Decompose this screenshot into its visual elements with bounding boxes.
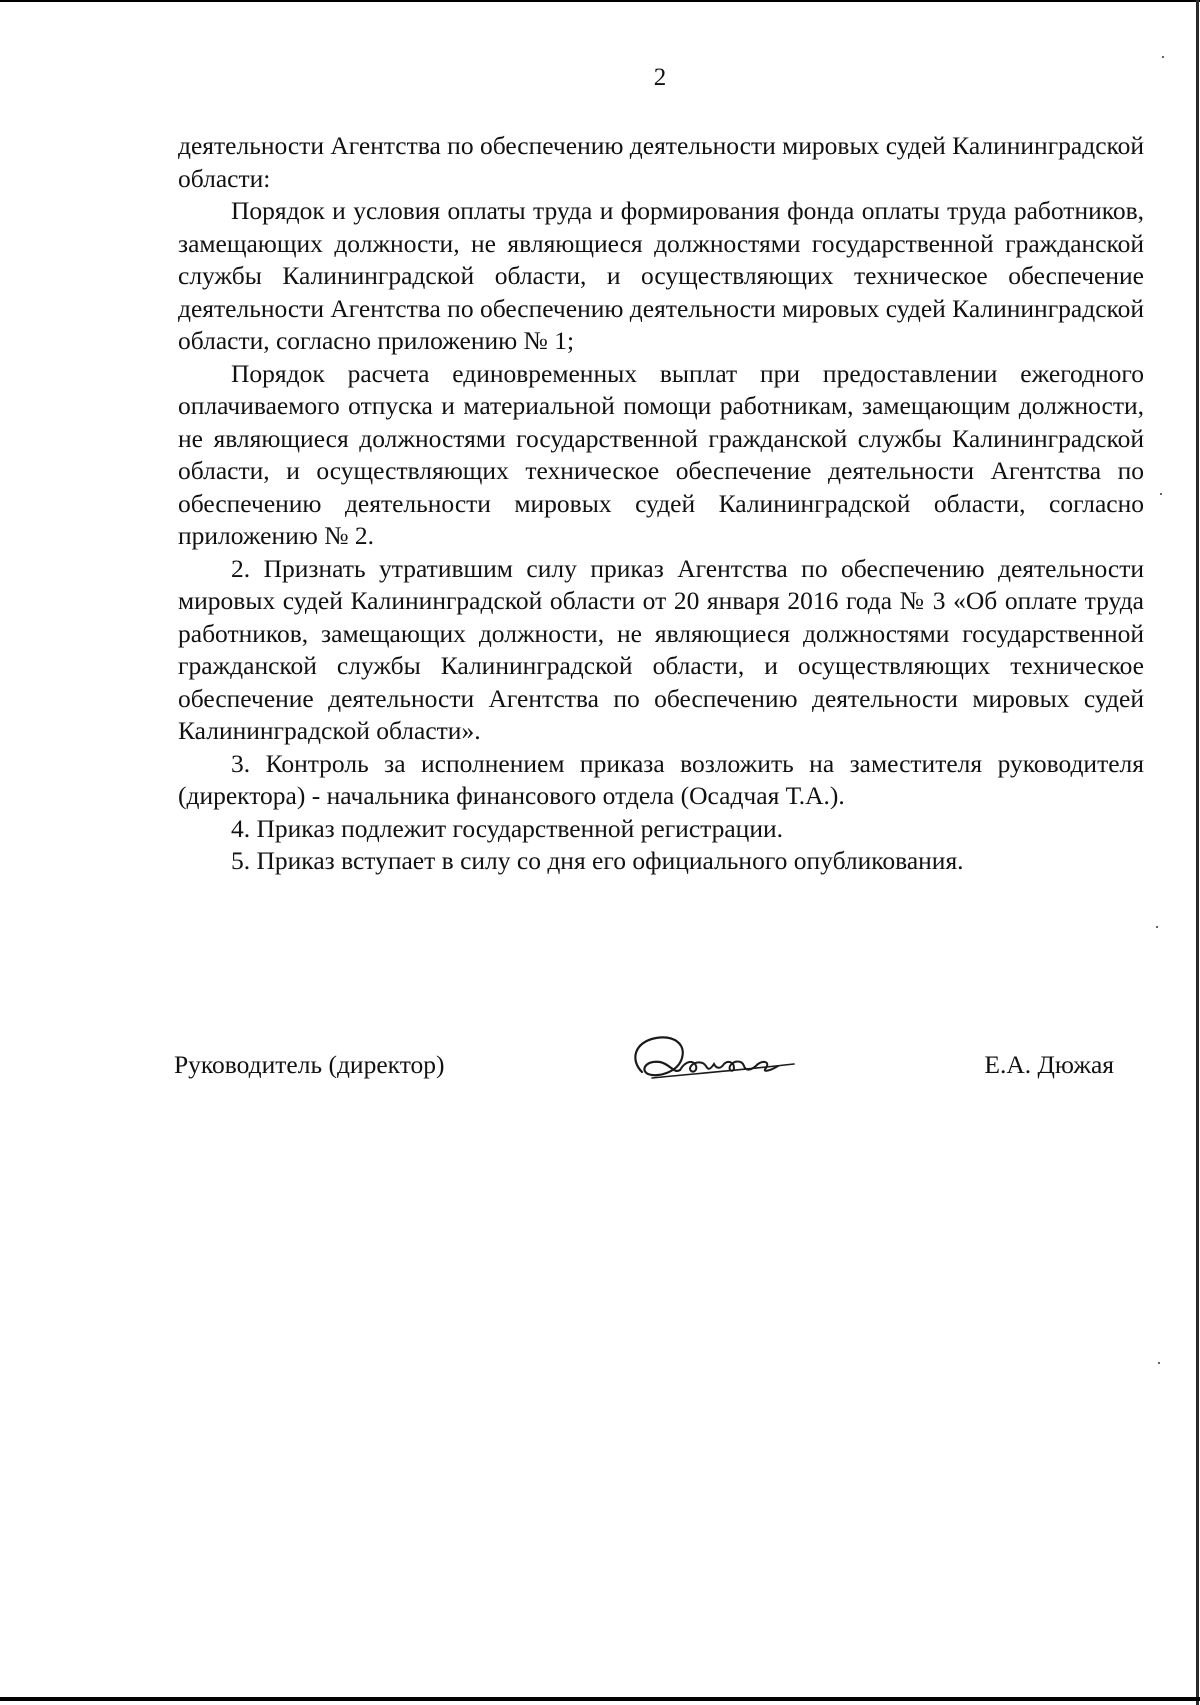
document-body (178, 130, 1144, 878)
paragraph-item-5: 5. Приказ вступает в силу со дня его официального опубликования. (231, 846, 964, 875)
paragraph-continuation: деятельности Агентства по обеспечению деятельности мировых судей Калининградской области: (178, 131, 1144, 193)
scan-speck (1158, 1362, 1160, 1364)
scan-speck (1160, 493, 1162, 495)
handwritten-signature (612, 1020, 812, 1100)
signatory-name: Е.А. Дюжая (984, 1050, 1114, 1079)
scan-edge-right (1196, 0, 1199, 1705)
scan-edge-top (0, 0, 1200, 2)
scan-edge-bottom (0, 1697, 1200, 1701)
paragraph-appendix-2: Порядок расчета единовременных выплат при предоставлении ежегодного оплачиваемого отпуска и материальной помощи работникам, замещающим должности, не являющиеся должностями государственной гражданской службы Калининградской области, и осуществляющих техническое обеспечение деятельности Агентства по обеспечению деятельности мировых судей Калининградской области, согласно приложению № 2. (178, 358, 1144, 550)
scan-speck (1162, 56, 1164, 58)
page-number: 2 (653, 64, 667, 91)
signatory-title: Руководитель (директор) (174, 1050, 445, 1079)
scan-speck (1156, 926, 1158, 928)
paragraph-item-2: 2. Признать утратившим силу приказ Агентства по обеспечению деятельности мировых судей Калининградской области от 20 января 2016 года № 3 «Об оплате труда работников, замещающих должности, не являющиеся должностями государственной гражданской службы Калининградской области, и осуществляющих техническое обеспечение деятельности Агентства по обеспечению деятельности мировых судей Калининградской области». (178, 553, 1144, 745)
paragraph-appendix-1: Порядок и условия оплаты труда и формирования фонда оплаты труда работников, замещающих должности, не являющиеся должностями государственной гражданской службы Калининградской области, и осуществляющих техническое обеспечение деятельности Агентства по обеспечению деятельности мировых судей Калининградской области, согласно приложению № 1; (178, 196, 1144, 355)
paragraph-item-3: 3. Контроль за исполнением приказа возложить на заместителя руководителя (директора) - начальника финансового отдела (Осадчая Т.А.). (178, 748, 1144, 810)
signature-block (174, 1020, 1114, 1110)
paragraph-item-4: 4. Приказ подлежит государственной регистрации. (231, 813, 783, 843)
